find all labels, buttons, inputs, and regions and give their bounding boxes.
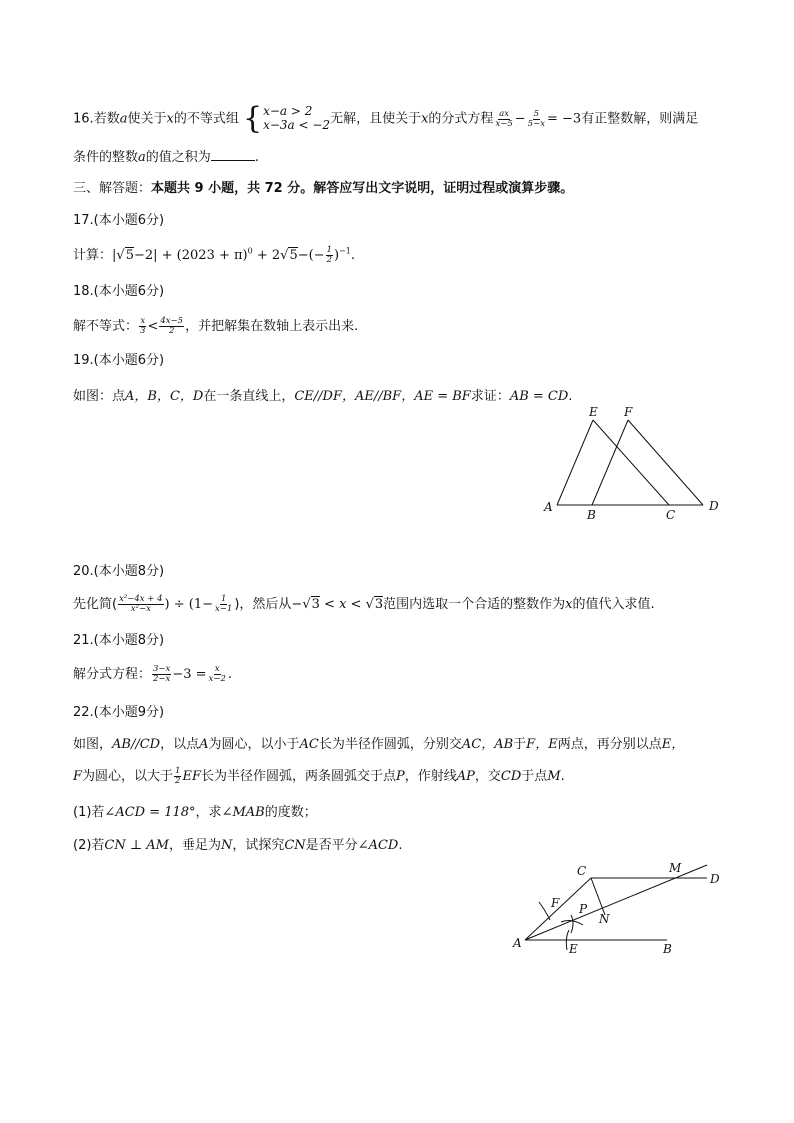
q17-sqrt-5: √5	[116, 248, 134, 263]
q19-line-BF	[592, 420, 628, 505]
q16-text: 使关于	[127, 111, 167, 127]
q22-fraction-half: $\frac{1}{2}$	[175, 766, 181, 786]
q17-sqrt-5b: √5	[280, 248, 298, 263]
q17-label: 17.(本小题6分)	[73, 213, 165, 228]
q19-label-E: E	[589, 405, 598, 419]
q22-label-E: E	[569, 942, 578, 956]
section3-instructions: 本题共 9 小题，共 72 分。解答应写出文字说明，证明过程或演算步骤。	[151, 181, 574, 196]
q16-inequality-2: x−3a < −2	[263, 118, 331, 132]
q16-text: 条件的整数	[73, 150, 139, 165]
q22-label-A: A	[513, 936, 522, 950]
q22-label-M: M	[669, 861, 682, 875]
q22-part2: (2)若CN ⊥ AM，垂足为N，试探究CN是否平分∠ACD.	[73, 838, 403, 853]
q22-label-C: C	[577, 864, 587, 878]
q19-label-C: C	[666, 508, 676, 522]
q22-line1: 如图，AB//CD，以点A为圆心，以小于AC长为半径作圆弧，分别交AC，AB于F，E两点，再分别以点E，	[73, 737, 685, 752]
q16-text: 的值之积为	[145, 150, 211, 165]
q19-line-AE	[557, 420, 593, 505]
q22-part1: (1)若∠ACD = 118°，求∠MAB的度数；	[73, 805, 317, 820]
q16-text: 有正整数解，则满足	[581, 111, 699, 127]
q16-text: 的分式方程	[428, 111, 494, 127]
q19-label-A: A	[544, 500, 553, 514]
q18-fraction-1: $\frac{x}{3}$	[140, 316, 146, 336]
q22-label-P: P	[579, 902, 588, 916]
q21-text: 解分式方程：	[73, 667, 152, 682]
q19-label-B: B	[587, 508, 596, 522]
q16-number: 16.	[73, 111, 94, 127]
q20-fraction-2: $\frac{1}{x-1}$	[215, 594, 233, 614]
q20-text: 先化简(	[73, 597, 118, 612]
q20-label: 20.(本小题8分)	[73, 564, 165, 579]
q18-body: 解不等式： $\frac{x}{3}$ < $\frac{4x-5}{2}$ ，并把解集在数轴上表示出来.	[73, 316, 359, 336]
q19-body: 如图：点A，B，C，D在一条直线上，CE//DF，AE//BF，AE = BF求证：AB = CD.	[73, 389, 573, 404]
q22-line2: F为圆心，以大于 $\frac{1}{2}$ EF长为半径作圆弧，两条圆弧交于点P，作射线AP，交CD于点M.	[73, 766, 565, 786]
q21-label: 21.(本小题8分)	[73, 633, 165, 648]
q16-period: .	[254, 150, 259, 165]
q16-answer-blank[interactable]	[211, 148, 255, 161]
q16-text: 若数	[93, 111, 120, 127]
q18-text: ，并把解集在数轴上表示出来.	[185, 319, 359, 334]
q16-line1: 16.若数a使关于x的不等式组 { x−a > 2 x−3a < −2 无解，且使关于x的分式方程 $\frac{ax}{x-5}$ − $\frac{5}{5-x}$ = −3有正整数解，则满足	[73, 101, 699, 136]
q19-label-D: D	[709, 499, 719, 513]
q19-figure	[535, 400, 735, 525]
q16-inequality-1: x−a > 2	[263, 104, 313, 119]
q18-fraction-2: $\frac{4x-5}{2}$	[160, 316, 184, 336]
q16-fraction-1: $\frac{ax}{x-5}$	[495, 108, 513, 129]
q19-line-EC	[593, 420, 669, 505]
q19-line-FD	[628, 420, 703, 505]
q16-line2	[73, 146, 259, 165]
q22-label: 22.(本小题9分)	[73, 705, 165, 720]
q18-text: 解不等式：	[73, 319, 139, 334]
q19-label: 19.(本小题6分)	[73, 353, 165, 368]
q17-text: 计算：	[73, 248, 113, 263]
q21-fraction-1: $\frac{3-x}{2-x}$	[153, 664, 171, 684]
q22-arc-F	[539, 902, 550, 920]
q20-body: 先化简( $\frac{\text{x²−4x + 4}}{\text{x²−x}}$ ) ÷ (1− $\frac{1}{x-1}$ )，然后从−√3 < x < √3范围内选取一个合适的整数作为x的值代入求值.	[73, 594, 655, 614]
q22-arc-P2	[571, 915, 573, 933]
q19-label-F: F	[624, 405, 633, 419]
q16-fraction-2: $\frac{5}{5-x}$	[527, 108, 545, 129]
q16-var-x: x	[166, 111, 174, 127]
q19-text: 如图：点	[73, 389, 126, 404]
q16-inequality-system: { x−a > 2 x−3a < −2	[242, 101, 331, 136]
q22-label-F: F	[551, 896, 560, 910]
q22-label-D: D	[710, 872, 720, 886]
q21-fraction-2: $\frac{x}{x-2}$	[208, 664, 226, 684]
q18-label: 18.(本小题6分)	[73, 284, 165, 299]
q20-sqrt-3b: √3	[365, 597, 384, 612]
q21-body: 解分式方程： $\frac{3-x}{2-x}$ −3 = $\frac{x}{x-2}$ .	[73, 664, 233, 684]
q16-text: 的不等式组	[173, 111, 239, 127]
q16-var-a: a	[138, 150, 146, 165]
section3-heading	[73, 177, 573, 196]
q20-sqrt-3: √3	[302, 597, 320, 612]
q20-fraction-1: $\frac{\text{x²−4x + 4}}{\text{x²−x}}$	[119, 594, 163, 614]
q22-label-N: N	[599, 912, 610, 926]
q16-var-x: x	[421, 111, 429, 127]
q17-body: 计算：$|√5-2| + (2023 + \pi)^0 + 2√5-(-$ $\frac{1}{2}$ )$^{-1}$.	[73, 245, 356, 265]
q16-var-a: a	[119, 111, 128, 127]
q16-text: 无解，且使关于	[330, 111, 422, 127]
q22-label-B: B	[663, 942, 672, 956]
section3-title: 三、解答题：	[73, 181, 152, 196]
q16-equation-rhs: = −3	[547, 111, 582, 127]
q17-fraction: $\frac{1}{2}$	[326, 245, 333, 265]
q22-figure	[505, 855, 730, 960]
